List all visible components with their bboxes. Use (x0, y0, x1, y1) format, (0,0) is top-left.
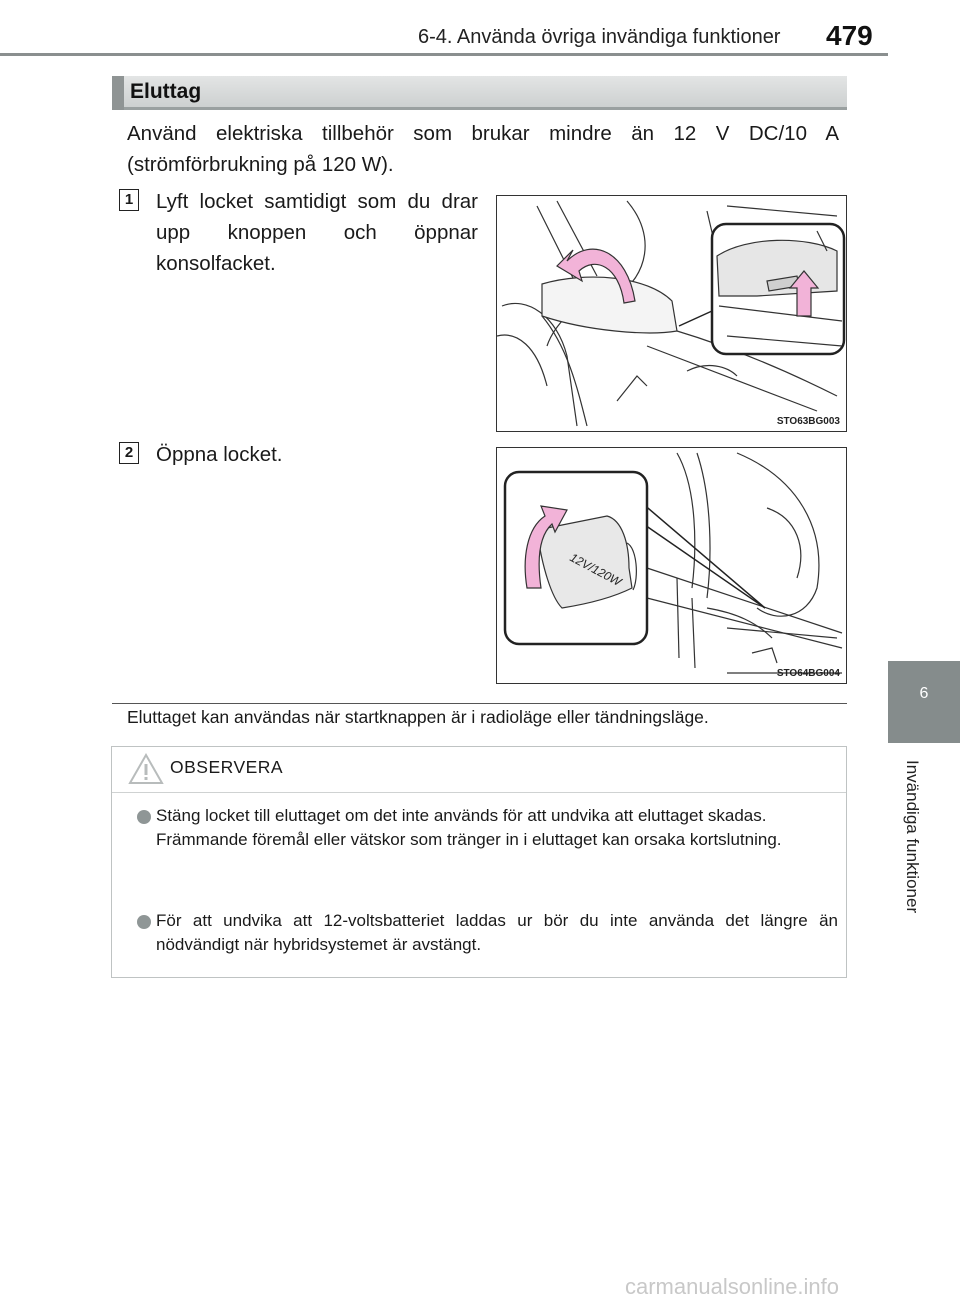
caution-separator (112, 792, 846, 793)
console-lid-illustration (497, 196, 847, 432)
socket-rating-label: 12V/120W (567, 550, 624, 589)
caution-item-1-line-2: Främmande föremål eller vätskor som tränger in i eluttaget kan orsaka kortslutning. (156, 830, 782, 849)
bullet-icon (137, 810, 151, 824)
figure-code-1: STO63BG003 (776, 416, 840, 427)
bullet-icon (137, 915, 151, 929)
figure-socket-cover (496, 447, 847, 684)
caution-item-1-line-1: Stäng locket till eluttaget om det inte används för att undvika att eluttaget skadas. (156, 806, 767, 825)
header-rule (0, 53, 888, 56)
step-number-2: 2 (119, 442, 139, 464)
running-header: 6-4. Använda övriga invändiga funktioner (418, 26, 781, 48)
step-number-1: 1 (119, 189, 139, 211)
caution-title: OBSERVERA (170, 757, 284, 777)
caution-item-1 (156, 804, 838, 852)
warning-triangle-icon (128, 753, 164, 785)
socket-cover-illustration (497, 448, 847, 684)
section-heading-accent (112, 76, 124, 110)
page-number: 479 (826, 20, 873, 51)
figure-code-2: STO64BG004 (776, 668, 840, 679)
section-title: Eluttag (130, 80, 202, 103)
caution-item-2 (156, 909, 838, 957)
usage-note: Eluttaget kan användas när startknappen är i radioläge eller tändningsläge. (127, 707, 709, 727)
intro-paragraph: Använd elektriska tillbehör som brukar mindre än 12 V DC/10 A (strömförbrukning på 120 W). (127, 122, 839, 176)
section-divider (112, 703, 847, 704)
figure-console-lid (496, 195, 847, 432)
caution-item-2-line-1: För att undvika att 12-voltsbatteriet laddas ur bör du inte använda det längre än nödvändigt när hybridsystemet är avstängt. (156, 911, 838, 954)
chapter-label: Invändiga funktioner (903, 760, 922, 914)
step-text-2: Öppna locket. (156, 443, 283, 466)
chapter-number: 6 (919, 685, 929, 702)
watermark: carmanualsonline.info (625, 1274, 840, 1299)
section-heading-bar (112, 76, 847, 110)
step-text-1: Lyft locket samtidigt som du drar upp knoppen och öppnar konsolfacket. (156, 190, 478, 275)
